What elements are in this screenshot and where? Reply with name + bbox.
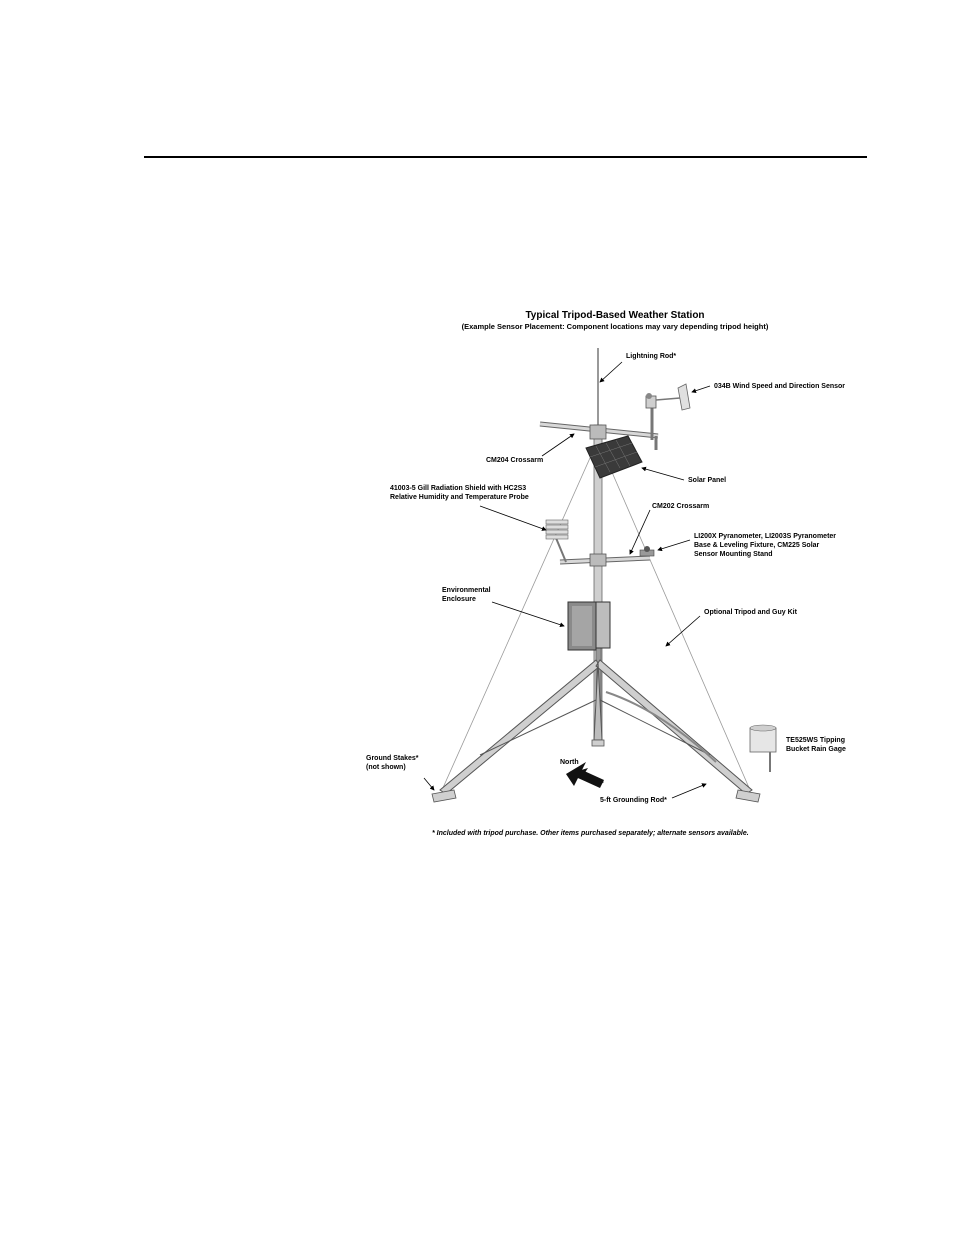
environmental-enclosure bbox=[568, 602, 610, 650]
label-pyranometer-line1: LI200X Pyranometer, LI2003S Pyranometer bbox=[694, 533, 837, 540]
label-ground-stakes bbox=[366, 754, 419, 772]
tripod-feet bbox=[432, 740, 760, 802]
label-grounding-rod: 5-ft Grounding Rod* bbox=[600, 797, 667, 804]
figure-footnote: * Included with tripod purchase. Other items purchased separately; alternate sensors available. bbox=[432, 830, 749, 837]
header-rule bbox=[144, 156, 867, 158]
label-radiation-shield bbox=[390, 484, 529, 502]
figure-subtitle: (Example Sensor Placement: Component locations may vary depending tripod height) bbox=[461, 322, 769, 331]
figure-title: Typical Tripod-Based Weather Station bbox=[525, 310, 705, 321]
label-radiation-shield-line1: 41003-5 Gill Radiation Shield with HC2S3 bbox=[390, 485, 527, 492]
label-lightning-rod: Lightning Rod* bbox=[626, 353, 677, 360]
rain-gage bbox=[750, 725, 776, 772]
radiation-shield bbox=[546, 520, 568, 562]
label-ground-stakes-line2: (not shown) bbox=[366, 764, 406, 771]
wind-sensor bbox=[646, 384, 690, 440]
label-pyranometer-line2: Base & Leveling Fixture, CM225 Solar bbox=[694, 542, 820, 549]
label-wind-sensor: 034B Wind Speed and Direction Sensor bbox=[714, 383, 846, 390]
label-enclosure-line1: Environmental bbox=[442, 587, 491, 594]
label-pyranometer-line3: Sensor Mounting Stand bbox=[694, 551, 773, 558]
label-cm204-crossarm: CM204 Crossarm bbox=[486, 457, 544, 464]
label-rain-gage-line1: TE525WS Tipping bbox=[786, 737, 845, 744]
weather-station-figure bbox=[360, 300, 870, 850]
label-enclosure-line2: Enclosure bbox=[442, 596, 476, 603]
label-rain-gage-line2: Bucket Rain Gage bbox=[786, 746, 846, 753]
cm202-crossarm bbox=[560, 554, 650, 566]
label-solar-panel: Solar Panel bbox=[688, 477, 727, 484]
label-cm202-crossarm: CM202 Crossarm bbox=[652, 503, 710, 510]
label-north: North bbox=[560, 759, 579, 766]
label-ground-stakes-line1: Ground Stakes* bbox=[366, 755, 419, 762]
label-enclosure bbox=[442, 586, 491, 604]
label-tripod-guy-kit: Optional Tripod and Guy Kit bbox=[704, 609, 797, 616]
label-radiation-shield-line2: Relative Humidity and Temperature Probe bbox=[390, 494, 529, 501]
label-rain-gage bbox=[786, 736, 846, 754]
pyranometer bbox=[640, 546, 654, 556]
label-pyranometer bbox=[694, 532, 836, 559]
